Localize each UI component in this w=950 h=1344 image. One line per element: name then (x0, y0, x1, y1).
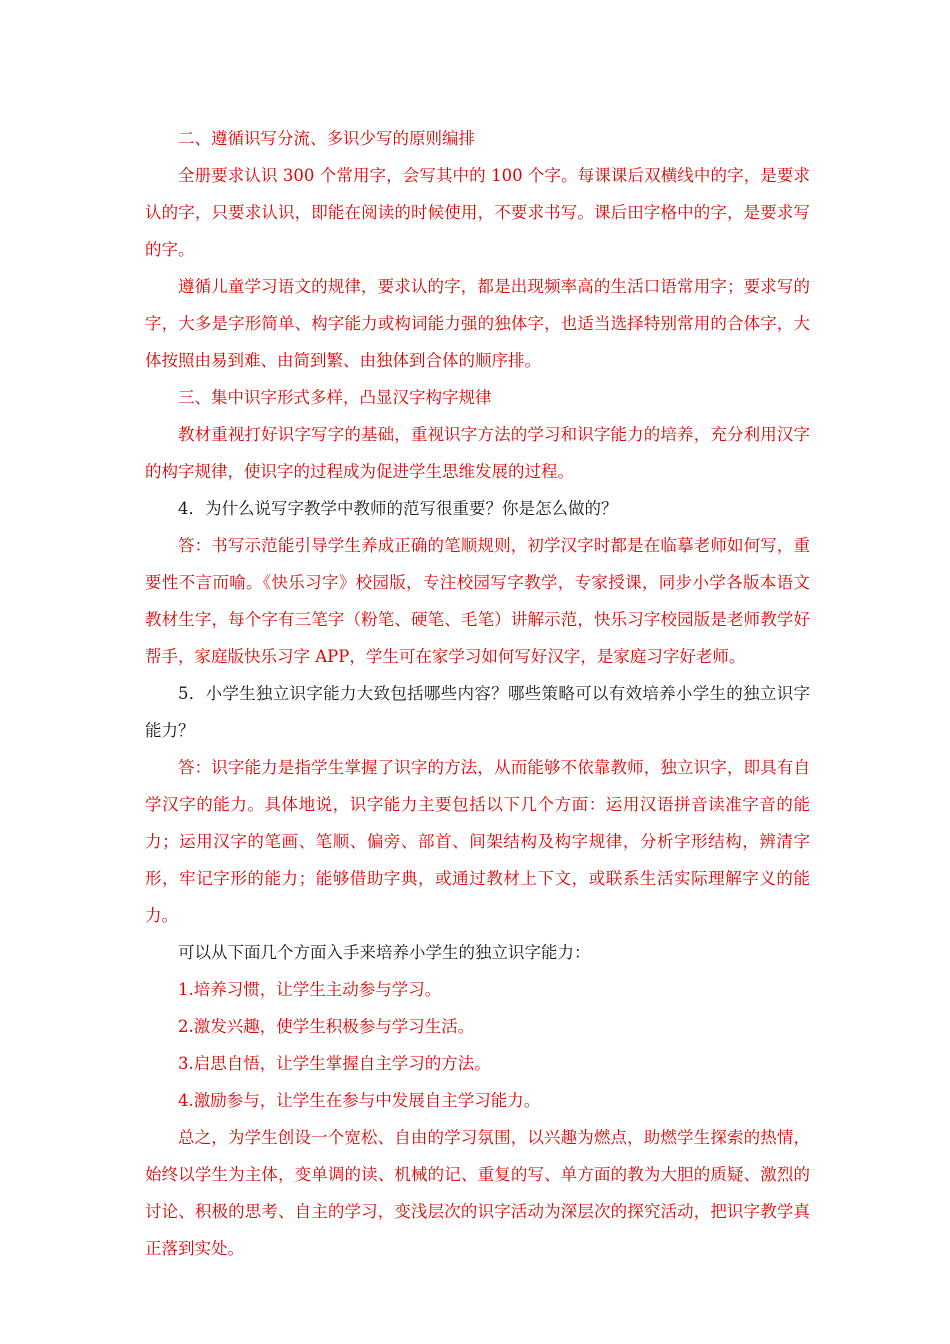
strategy-item-1: 1.培养习惯，让学生主动参与学习。 (178, 980, 442, 999)
answer-4: 答：书写示范能引导学生养成正确的笔顺规则，初学汉字时都是在临摹老师如何写，重要性不言而喻。《快乐习字》校园版，专注校园写字教学，专家授课，同步小学各版本语文教材生字，每个字有三笔字（粉笔、硬笔、毛笔）讲解示范，快乐习字校园版是老师教学好帮手，家庭版快乐习字 APP，学生可在家学习如何写好汉字，是家庭习字好老师。 (145, 536, 810, 666)
strategy-intro: 可以从下面几个方面入手来培养小学生的独立识字能力： (178, 943, 591, 962)
strategy-item-4: 4.激励参与，让学生在参与中发展自主学习能力。 (178, 1091, 541, 1110)
paragraph-learning-rules: 遵循儿童学习语文的规律，要求认的字，都是出现频率高的生活口语常用字；要求写的字，大多是字形简单、构字能力或构词能力强的独体字，也适当选择特别常用的合体字，大体按照由易到难、由简到繁、由独体到合体的顺序排。 (145, 277, 810, 370)
paragraph-textbook-focus: 教材重视打好识字写字的基础，重视识字方法的学习和识字能力的培养，充分利用汉字的构字规律，使识字的过程成为促进学生思维发展的过程。 (145, 425, 810, 481)
paragraph-character-requirements: 全册要求认识 300 个常用字，会写其中的 100 个字。每课课后双横线中的字，是要求认的字，只要求认识，即能在阅读的时候使用，不要求书写。课后田字格中的字，是要求写的字。 (145, 166, 810, 259)
section-heading-2: 二、遵循识写分流、多识少写的原则编排 (178, 129, 475, 148)
answer-5: 答：识字能力是指学生掌握了识字的方法，从而能够不依靠教师，独立识字，即具有自学汉字的能力。具体地说，识字能力主要包括以下几个方面：运用汉语拼音读准字音的能力；运用汉字的笔画、笔顺、偏旁、部首、间架结构及构字规律，分析字形结构，辨清字形，牢记字形的能力；能够借助字典，或通过教材上下文，或联系生活实际理解字义的能力。 (145, 758, 810, 925)
strategy-item-2: 2.激发兴趣，使学生积极参与学习生活。 (178, 1017, 475, 1036)
question-5: 5．小学生独立识字能力大致包括哪些内容？哪些策略可以有效培养小学生的独立识字能力？ (145, 684, 810, 740)
strategy-item-3: 3.启思自悟，让学生掌握自主学习的方法。 (178, 1054, 491, 1073)
summary-paragraph: 总之，为学生创设一个宽松、自由的学习氛围，以兴趣为燃点，助燃学生探索的热情，始终以学生为主体，变单调的读、机械的记、重复的写、单方面的教为大胆的质疑、激烈的讨论、积极的思考、自主的学习，变浅层次的识字活动为深层次的探究活动，把识字教学真正落到实处。 (145, 1128, 810, 1258)
document-page (145, 120, 810, 1267)
section-heading-3: 三、集中识字形式多样，凸显汉字构字规律 (178, 388, 492, 407)
question-4: 4．为什么说写字教学中教师的范写很重要？你是怎么做的？ (178, 499, 618, 518)
